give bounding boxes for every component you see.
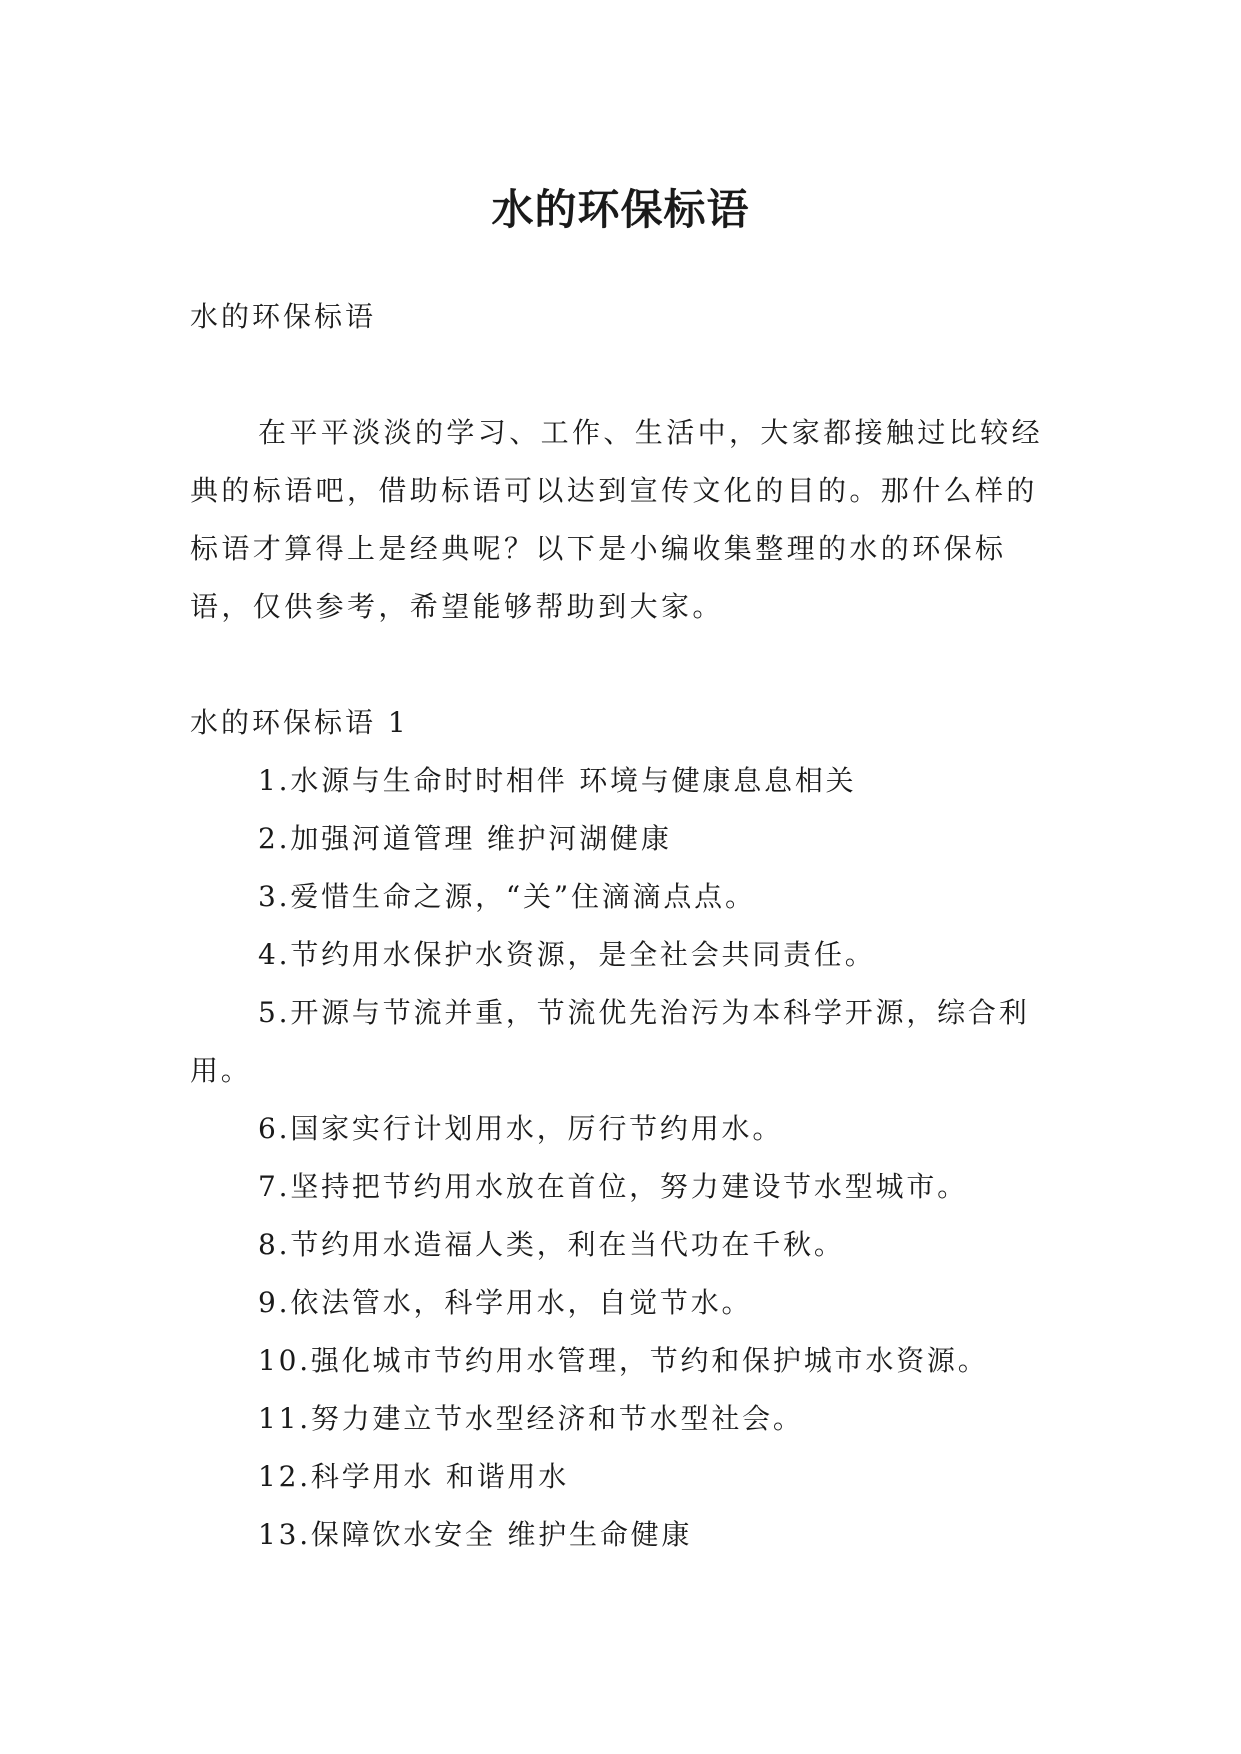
slogan-item: 1.水源与生命时时相伴 环境与健康息息相关 (258, 764, 857, 797)
slogan-item: 7.坚持把节约用水放在首位，努力建设节水型城市。 (258, 1170, 968, 1203)
slogan-item: 10.强化城市节约用水管理，节约和保护城市水资源。 (258, 1344, 989, 1377)
slogan-item: 3.爱惜生命之源，“关”住滴滴点点。 (258, 880, 756, 913)
slogan-item: 6.国家实行计划用水，厉行节约用水。 (258, 1112, 784, 1145)
slogan-item: 8.节约用水造福人类，利在当代功在千秋。 (258, 1228, 845, 1261)
slogan-item: 13.保障饮水安全 维护生命健康 (258, 1518, 693, 1551)
slogan-item: 12.科学用水 和谐用水 (258, 1460, 570, 1493)
slogan-item: 5.开源与节流并重，节流优先治污为本科学开源，综合利用。 (190, 996, 1030, 1087)
page-title: 水的环保标语 (491, 185, 750, 235)
slogan-item: 2.加强河道管理 维护河湖健康 (258, 822, 672, 855)
section-heading: 水的环保标语 1 (190, 706, 409, 739)
slogan-item: 9.依法管水，科学用水，自觉节水。 (258, 1286, 753, 1319)
slogan-item: 4.节约用水保护水资源，是全社会共同责任。 (258, 938, 876, 971)
document-body (190, 288, 1055, 1564)
intro-paragraph: 在平平淡淡的学习、工作、生活中，大家都接触过比较经典的标语吧，借助标语可以达到宣传文化的目的。那什么样的标语才算得上是经典呢？以下是小编收集整理的水的环保标语，仅供参考，希望能够帮助到大家。 (190, 416, 1044, 623)
document-subtitle: 水的环保标语 (190, 300, 377, 333)
slogan-item: 11.努力建立节水型经济和节水型社会。 (258, 1402, 804, 1435)
